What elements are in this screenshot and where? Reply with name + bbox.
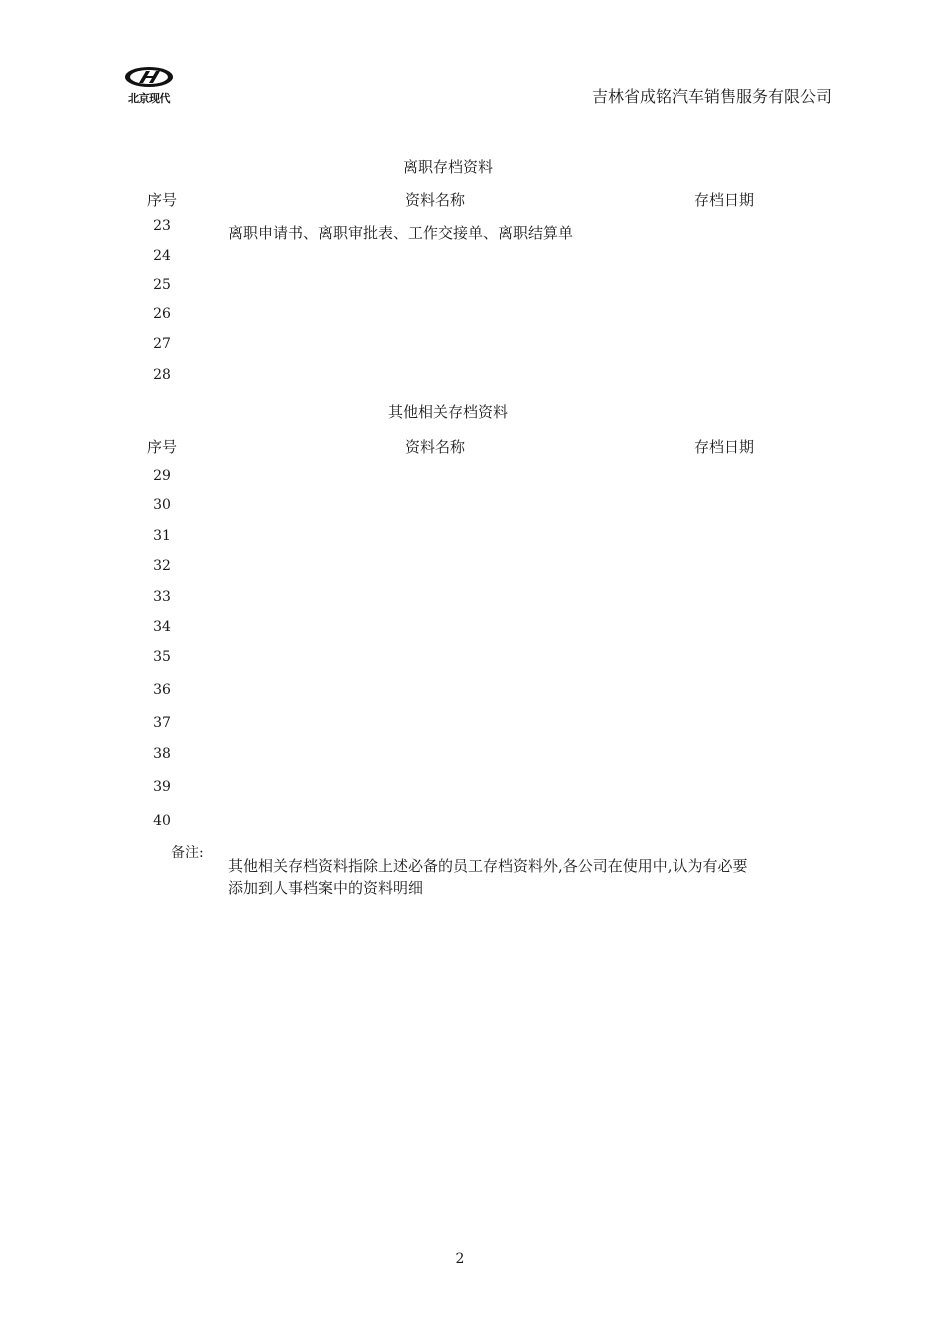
row-document-name: 离职申请书、离职审批表、工作交接单、离职结算单 <box>228 224 574 242</box>
column-header-name: 资料名称 <box>405 191 466 209</box>
row-number: 26 <box>153 306 171 322</box>
column-header-no: 序号 <box>147 438 178 456</box>
section-title-resignation: 离职存档资料 <box>403 158 494 176</box>
row-number: 36 <box>153 682 171 698</box>
row-number: 33 <box>153 589 171 605</box>
note-text-line-2: 添加到人事档案中的资料明细 <box>228 879 424 897</box>
row-number: 37 <box>153 715 171 731</box>
column-header-date: 存档日期 <box>694 191 755 209</box>
page-number: 2 <box>455 1251 465 1267</box>
row-number: 35 <box>153 649 171 665</box>
row-number: 34 <box>153 619 171 635</box>
logo-text: 北京现代 <box>128 92 170 105</box>
row-number: 39 <box>153 779 171 795</box>
row-number: 32 <box>153 558 171 574</box>
row-number: 31 <box>153 528 171 544</box>
row-number: 28 <box>153 367 171 383</box>
row-number: 40 <box>153 813 171 829</box>
hyundai-logo <box>117 66 181 104</box>
hyundai-emblem-icon <box>117 66 181 90</box>
row-number: 27 <box>153 336 171 352</box>
row-number: 30 <box>153 497 171 513</box>
row-number: 24 <box>153 248 171 264</box>
row-number: 38 <box>153 746 171 762</box>
note-label: 备注: <box>171 845 204 861</box>
note-text-line-1: 其他相关存档资料指除上述必备的员工存档资料外,各公司在使用中,认为有必要 <box>228 857 748 875</box>
column-header-no: 序号 <box>147 191 178 209</box>
company-name: 吉林省成铭汽车销售服务有限公司 <box>591 87 832 106</box>
column-header-date: 存档日期 <box>694 438 755 456</box>
row-number: 23 <box>153 218 171 234</box>
row-number: 25 <box>153 277 171 293</box>
row-number: 29 <box>153 468 171 484</box>
section-title-other: 其他相关存档资料 <box>388 403 509 421</box>
column-header-name: 资料名称 <box>405 438 466 456</box>
